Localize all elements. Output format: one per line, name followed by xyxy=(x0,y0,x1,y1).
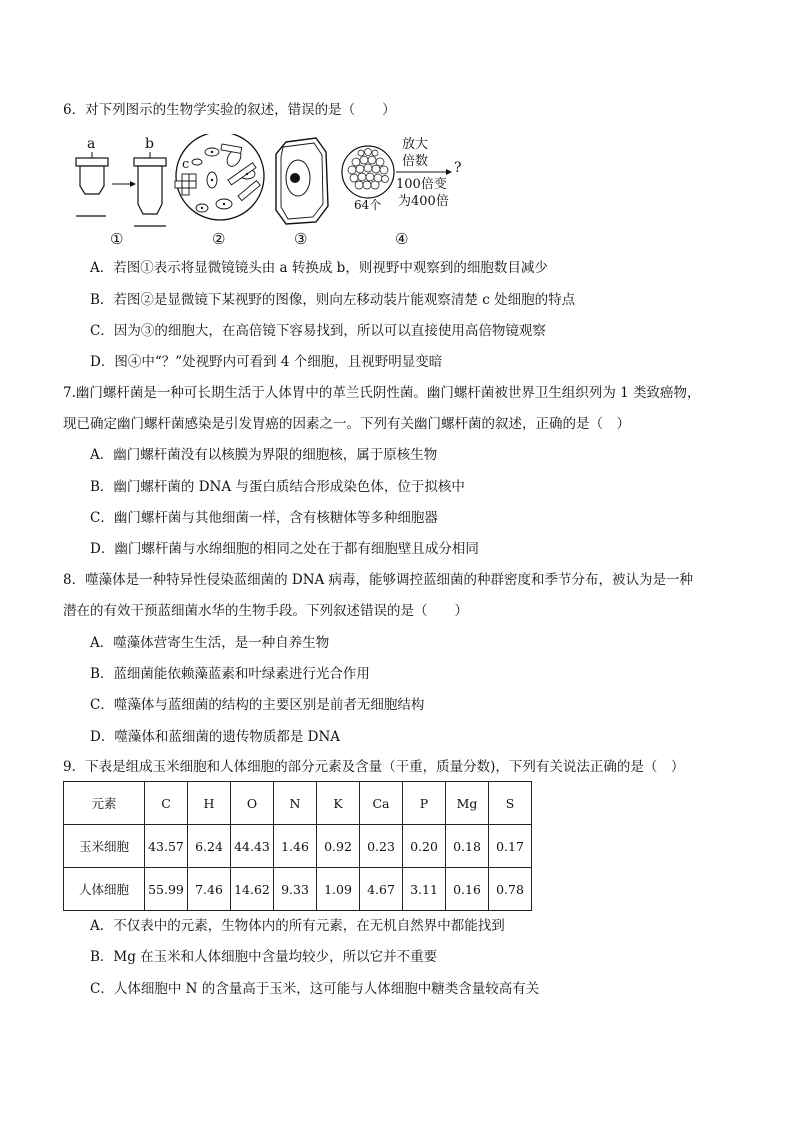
q7-stem-line-2: 现已确定幽门螺杆菌感染是引发胃癌的因素之一。下列有关幽门螺杆菌的叙述，正确的是（ ） xyxy=(63,416,630,432)
q6-option-a: A．若图①表示将显微镜镜头由 a 转换成 b，则视野中观察到的细胞数目减少 xyxy=(90,260,548,276)
q8-option-a: A．噬藻体营寄生生活，是一种自养生物 xyxy=(90,635,330,651)
table-row xyxy=(64,825,532,868)
table-cell: 0.92 xyxy=(317,825,360,868)
element-content-table xyxy=(63,781,532,911)
table-header-cell: S xyxy=(489,782,532,825)
table-cell: 0.78 xyxy=(489,868,532,911)
table-cell: 55.99 xyxy=(145,868,188,911)
table-cell: 6.24 xyxy=(188,825,231,868)
q9-option-a: A．不仅表中的元素，生物体内的所有元素，在无机自然界中都能找到 xyxy=(90,918,505,934)
panel-num-2: ② xyxy=(212,230,226,248)
table-header-row xyxy=(64,782,532,825)
q7-option-d: D．幽门螺杆菌与水绵细胞的相同之处在于都有细胞壁且成分相同 xyxy=(90,541,479,557)
question-mark: ? xyxy=(454,160,462,176)
table-header-cell: K xyxy=(317,782,360,825)
table-cell: 0.18 xyxy=(446,825,489,868)
table-header-cell: P xyxy=(403,782,446,825)
table-cell: 0.17 xyxy=(489,825,532,868)
table-cell: 玉米细胞 xyxy=(64,825,145,868)
label-a: a xyxy=(87,136,96,152)
q8-stem-line-1: 8．噬藻体是一种特异性侵染蓝细菌的 DNA 病毒，能够调控蓝细菌的种群密度和季节分布，被认为是一种 xyxy=(63,572,694,588)
table-cell: 0.23 xyxy=(360,825,403,868)
table-cell: 人体细胞 xyxy=(64,868,145,911)
table-cell: 4.67 xyxy=(360,868,403,911)
q8-stem-line-2: 潜在的有效干预蓝细菌水华的生物手段。下列叙述错误的是（ ） xyxy=(63,603,468,619)
table-header-cell: N xyxy=(274,782,317,825)
q8-option-d: D．噬藻体和蓝细菌的遗传物质都是 DNA xyxy=(90,729,341,745)
table-cell: 14.62 xyxy=(231,868,274,911)
table-header-cell: O xyxy=(231,782,274,825)
q6-option-c: C．因为③的细胞大，在高倍镜下容易找到，所以可以直接使用高倍物镜观察 xyxy=(90,323,546,339)
table-header-cell: H xyxy=(188,782,231,825)
table-cell: 9.33 xyxy=(274,868,317,911)
table-header-cell: 元素 xyxy=(64,782,145,825)
mag-line-3: 100倍变 xyxy=(396,177,447,192)
table-header-cell: Ca xyxy=(360,782,403,825)
table-header-cell: Mg xyxy=(446,782,489,825)
q8-option-c: C．噬藻体与蓝细菌的结构的主要区别是前者无细胞结构 xyxy=(90,697,425,713)
table-cell: 44.43 xyxy=(231,825,274,868)
panel-num-1: ① xyxy=(110,230,124,248)
q7-option-b: B．幽门螺杆菌的 DNA 与蛋白质结合形成染色体，位于拟核中 xyxy=(90,479,465,495)
q7-stem-line-1: 7.幽门螺杆菌是一种可长期生活于人体胃中的革兰氏阴性菌。幽门螺杆菌被世界卫生组织列为 1 类致癌物， xyxy=(63,385,701,401)
q9-stem: 9．下表是组成玉米细胞和人体细胞的部分元素及含量（干重，质量分数)，下列有关说法正确的是（ ） xyxy=(63,759,685,775)
panel-num-3: ③ xyxy=(294,230,308,248)
q6-figure xyxy=(72,134,492,249)
q7-option-a: A．幽门螺杆菌没有以核膜为界限的细胞核，属于原核生物 xyxy=(90,447,438,463)
table-cell: 0.20 xyxy=(403,825,446,868)
q6-option-d: D．图④中“？”处视野内可看到 4 个细胞，且视野明显变暗 xyxy=(90,354,443,370)
cell-count-label: 64个 xyxy=(354,198,382,212)
q8-option-b: B．蓝细菌能依赖藻蓝素和叶绿素进行光合作用 xyxy=(90,666,370,682)
table-cell: 7.46 xyxy=(188,868,231,911)
table-cell: 1.46 xyxy=(274,825,317,868)
mag-line-2: 倍数 xyxy=(402,154,429,169)
panel-num-4: ④ xyxy=(395,230,409,248)
q6-option-b: B．若图②是显微镜下某视野的图像，则向左移动装片能观察清楚 c 处细胞的特点 xyxy=(90,292,576,308)
label-c: c xyxy=(182,157,190,172)
q6-stem: 6．对下列图示的生物学实验的叙述，错误的是（ ） xyxy=(63,102,396,118)
mag-line-1: 放大 xyxy=(402,137,429,152)
mag-line-4: 为400倍 xyxy=(398,194,449,209)
q6-figure-svg xyxy=(72,134,492,249)
q9-option-b: B．Mg 在玉米和人体细胞中含量均较少，所以它并不重要 xyxy=(90,949,438,965)
q7-option-c: C．幽门螺杆菌与其他细菌一样，含有核糖体等多种细胞器 xyxy=(90,510,438,526)
table-cell: 43.57 xyxy=(145,825,188,868)
table-row xyxy=(64,868,532,911)
table-header-cell: C xyxy=(145,782,188,825)
table-cell: 1.09 xyxy=(317,868,360,911)
table-cell: 0.16 xyxy=(446,868,489,911)
table-cell: 3.11 xyxy=(403,868,446,911)
label-b: b xyxy=(145,136,154,152)
q9-option-c: C．人体细胞中 N 的含量高于玉米，这可能与人体细胞中糖类含量较高有关 xyxy=(90,981,540,997)
